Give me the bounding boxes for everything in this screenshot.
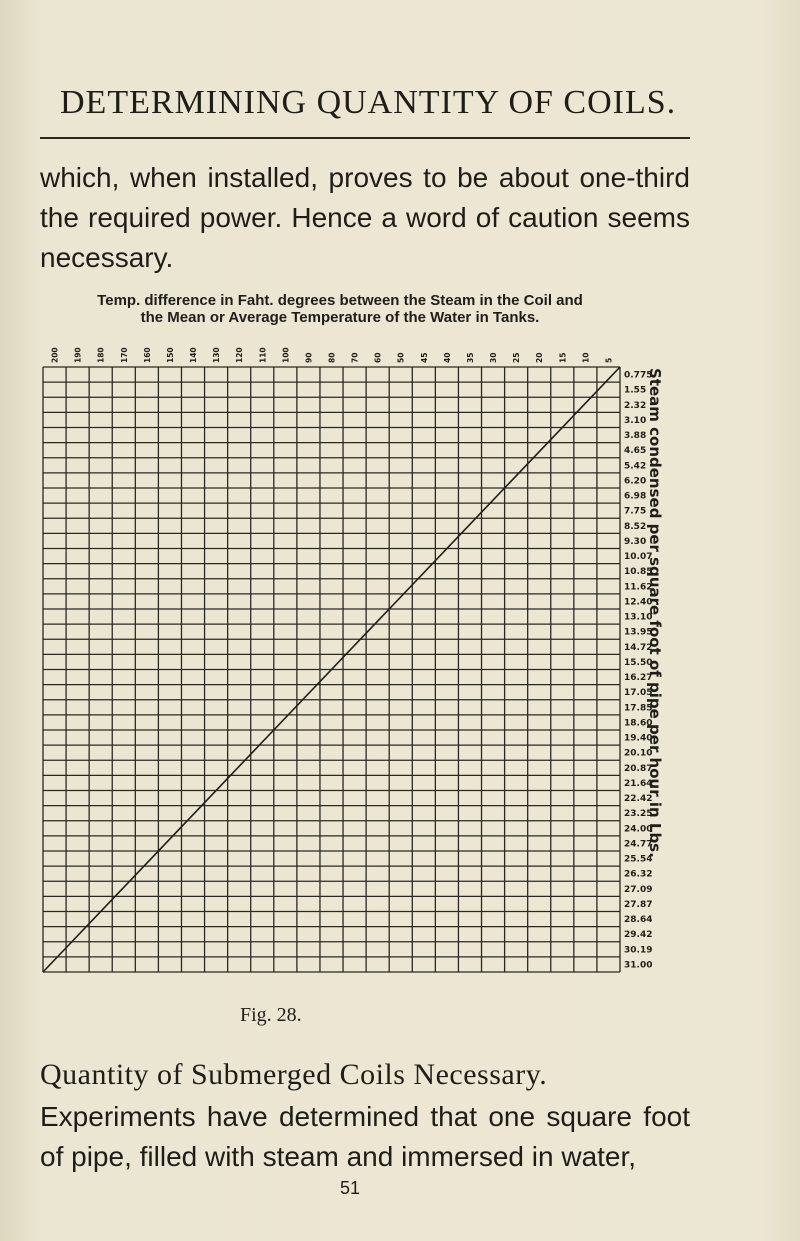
y-tick-label: 11.62 <box>624 582 653 593</box>
y-tick-label: 6.20 <box>624 476 647 487</box>
x-tick-label: 110 <box>258 347 268 363</box>
x-tick-label: 15 <box>558 352 568 363</box>
paragraph-experiments: Experiments have determined that one square foot of pipe, filled with steam and immersed in water, <box>40 1101 690 1172</box>
x-tick-label: 130 <box>212 347 222 363</box>
chart-title-line-1: Temp. difference in Faht. degrees between the Steam in the Coil and <box>97 292 583 309</box>
x-tick-label: 40 <box>442 352 452 363</box>
y-tick-label: 25.54 <box>624 854 653 865</box>
y-tick-label: 22.42 <box>624 794 653 805</box>
chart-title-line-2: the Mean or Average Temperature of the Water in Tanks. <box>140 309 540 326</box>
y-tick-label: 18.60 <box>624 718 653 729</box>
paragraph-caution: which, when installed, proves to be about one-third the required power. Hence a word of caution seems necessary. <box>40 162 690 273</box>
y-tick-label: 13.10 <box>624 612 653 623</box>
x-tick-label: 50 <box>396 352 406 363</box>
y-tick-label: 12.40 <box>624 597 653 608</box>
y-tick-label: 16.27 <box>624 673 653 684</box>
x-tick-label: 190 <box>73 347 83 363</box>
y-tick-label: 17.05 <box>624 688 653 699</box>
y-tick-label: 17.85 <box>624 703 653 714</box>
y-tick-label: 2.32 <box>624 400 647 411</box>
page-header: DETERMINING QUANTITY OF COILS. <box>60 84 677 121</box>
figure-label: Fig. 28. <box>240 1004 302 1026</box>
x-tick-label: 5 <box>604 357 614 363</box>
y-tick-label: 6.98 <box>624 491 647 502</box>
y-tick-label: 10.07 <box>624 552 653 563</box>
y-tick-label: 31.00 <box>624 960 653 971</box>
x-tick-label: 100 <box>281 347 291 363</box>
page-number: 51 <box>340 1178 361 1198</box>
x-tick-label: 150 <box>165 347 175 363</box>
y-tick-label: 3.10 <box>624 415 647 426</box>
y-tick-label: 4.65 <box>624 446 647 457</box>
y-tick-label: 9.30 <box>624 536 647 547</box>
x-tick-label: 45 <box>419 352 429 363</box>
x-tick-label: 60 <box>373 352 383 363</box>
y-tick-label: 24.00 <box>624 824 653 835</box>
y-tick-label: 10.85 <box>624 567 653 578</box>
x-tick-label: 90 <box>304 352 314 363</box>
x-tick-label: 170 <box>119 347 129 363</box>
y-tick-label: 13.95 <box>624 627 653 638</box>
x-tick-label: 160 <box>142 347 152 363</box>
y-tick-label: 20.10 <box>624 748 653 759</box>
y-tick-label: 0.775 <box>624 370 653 381</box>
x-tick-label: 80 <box>327 352 337 363</box>
x-tick-label: 10 <box>581 352 591 363</box>
x-tick-label: 25 <box>512 352 522 363</box>
x-tick-label: 140 <box>189 347 199 363</box>
x-tick-label: 180 <box>96 347 106 363</box>
y-tick-label: 27.09 <box>624 884 653 895</box>
y-tick-label: 15.50 <box>624 657 653 668</box>
y-tick-label: 24.77 <box>624 839 653 850</box>
y-tick-label: 8.52 <box>624 521 647 532</box>
x-tick-label: 20 <box>535 352 545 363</box>
y-tick-label: 20.87 <box>624 763 653 774</box>
x-tick-label: 70 <box>350 352 360 363</box>
y-tick-label: 26.32 <box>624 869 653 880</box>
x-tick-label: 120 <box>235 347 245 363</box>
y-tick-label: 21.64 <box>624 778 653 789</box>
x-tick-label: 35 <box>465 352 475 363</box>
y-tick-label: 19.40 <box>624 733 653 744</box>
y-tick-label: 23.25 <box>624 809 653 820</box>
y-axis-label: Steam condensed per square foot of pipe per hour in Lbs. <box>646 368 664 858</box>
y-tick-label: 29.42 <box>624 930 653 941</box>
y-tick-label: 7.75 <box>624 506 647 517</box>
y-tick-label: 5.42 <box>624 461 647 472</box>
x-tick-label: 30 <box>489 352 499 363</box>
x-tick-labels <box>51 347 614 363</box>
y-tick-label: 3.88 <box>624 431 647 442</box>
x-tick-label: 200 <box>50 347 60 363</box>
y-tick-label: 1.55 <box>624 385 647 396</box>
y-tick-label: 28.64 <box>624 915 653 926</box>
y-tick-label: 14.72 <box>624 642 653 653</box>
y-tick-label: 27.87 <box>624 899 653 910</box>
y-tick-label: 30.19 <box>624 945 653 956</box>
section-title: Quantity of Submerged Coils Necessary. <box>40 1058 548 1091</box>
